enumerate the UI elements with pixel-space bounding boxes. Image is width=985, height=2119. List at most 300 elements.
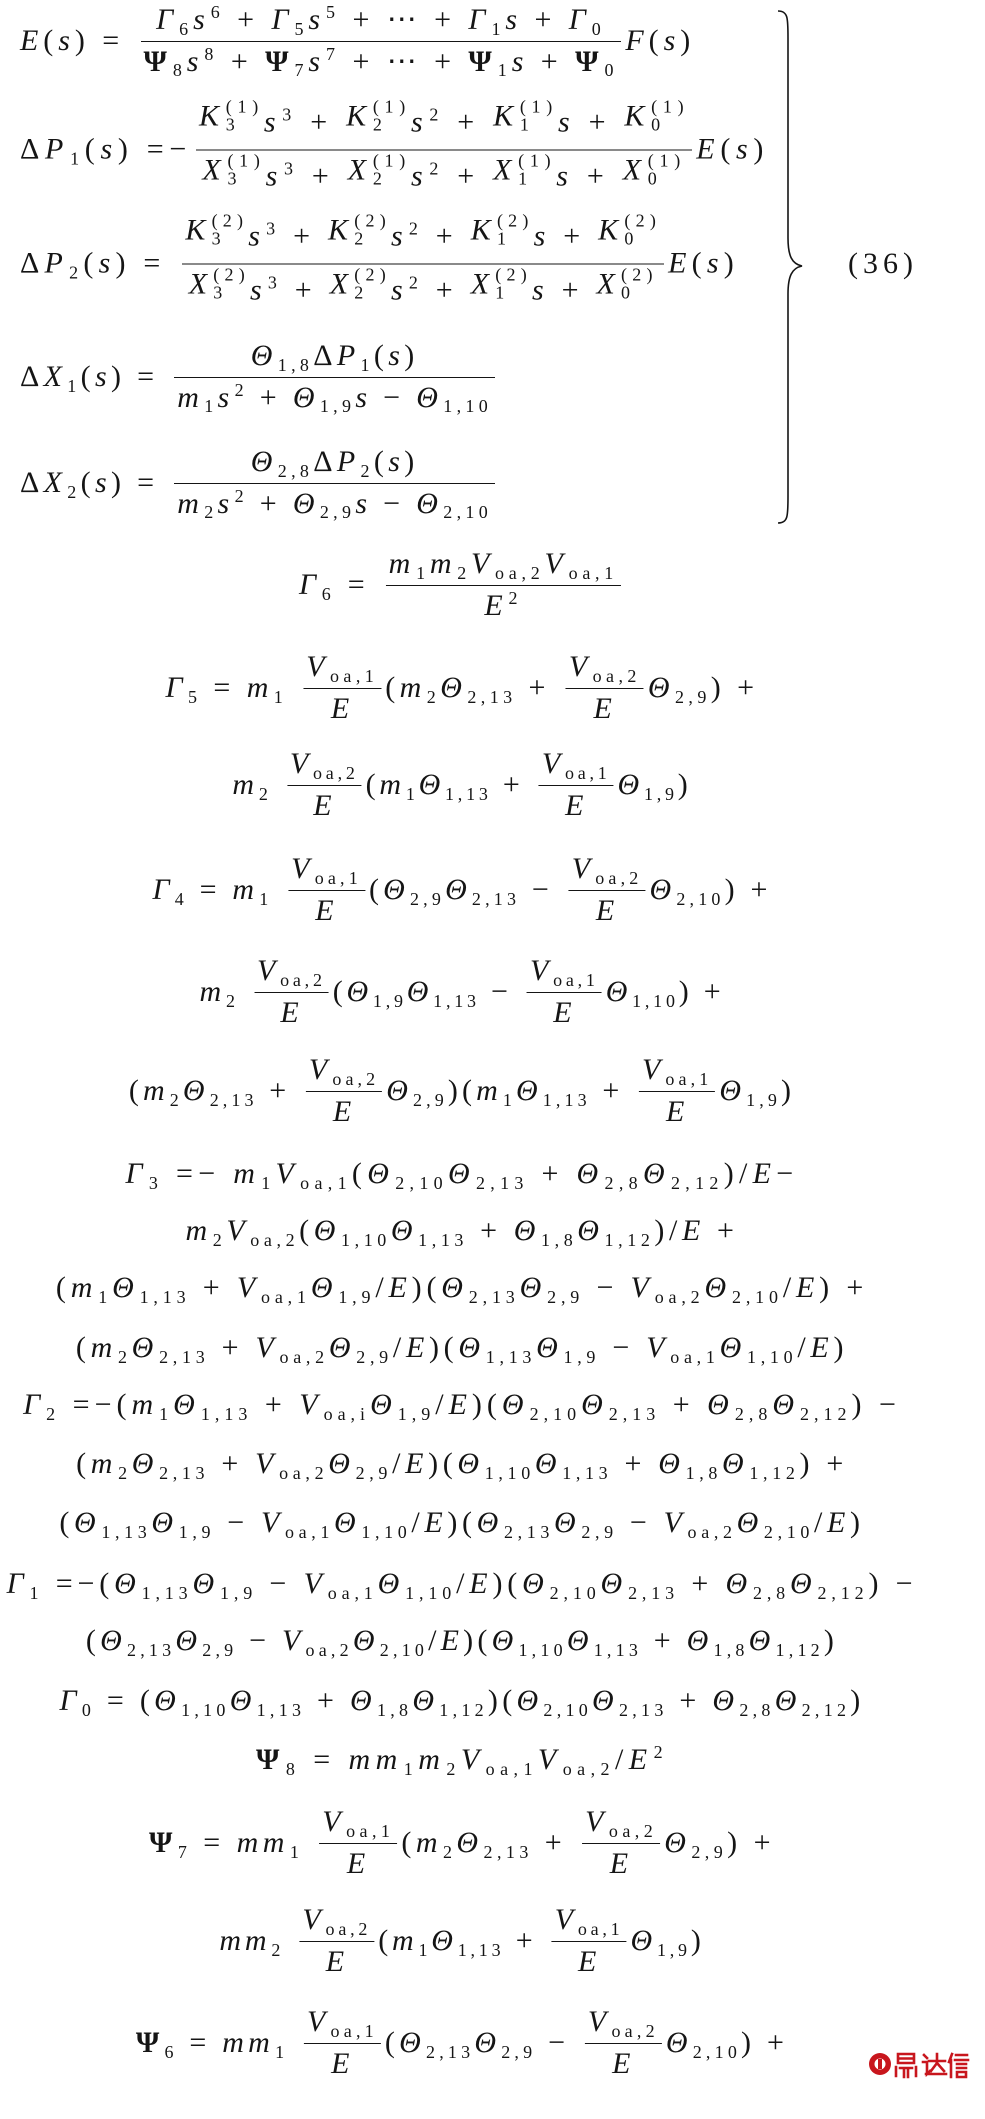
equation-line — [149, 1805, 775, 1881]
math-text: + — [667, 1683, 713, 1717]
math-text: )( — [411, 1270, 442, 1304]
math-symbol — [218, 381, 248, 416]
math-symbol — [449, 1388, 472, 1423]
fraction-numerator — [585, 2005, 662, 2043]
math-text: + — [297, 105, 347, 139]
symbol-base: Θ — [712, 1683, 739, 1717]
symbol-base: Θ — [554, 1505, 581, 1539]
symbol-base: K — [328, 213, 354, 247]
symbol-base: V — [281, 1623, 305, 1657]
subscript: 2,13 — [475, 1172, 529, 1193]
subscript: oa,2 — [654, 1286, 705, 1307]
fraction-numerator — [254, 954, 329, 992]
math-symbol — [199, 96, 264, 147]
subscript: 3 — [213, 282, 228, 303]
math-symbol — [430, 547, 471, 582]
superscript: 2 — [429, 104, 445, 125]
math-symbol — [329, 1331, 393, 1366]
math-symbol — [538, 1743, 615, 1778]
subscript: 1,10 — [361, 1521, 412, 1542]
subscript: oa,1 — [670, 1346, 720, 1367]
math-text: ) =− — [117, 132, 193, 166]
math-text: + — [528, 44, 576, 78]
math-symbol — [302, 1903, 371, 1938]
math-symbol — [388, 1271, 411, 1306]
math-symbol — [666, 2026, 741, 2061]
equation-line — [56, 1271, 868, 1306]
fraction-denominator — [174, 484, 495, 522]
equation-line — [256, 1743, 668, 1778]
math-symbol — [712, 1684, 774, 1719]
symbol-base: Θ — [630, 1923, 656, 1957]
fraction — [254, 954, 329, 1030]
symbol-base: s — [217, 380, 234, 414]
math-symbol — [505, 3, 522, 38]
subscript: 2,13 — [159, 1346, 210, 1367]
subscript: 4 — [174, 888, 188, 909]
symbol-base: E — [388, 1270, 412, 1304]
subscript: 2 — [69, 262, 84, 283]
symbol-base: Θ — [686, 1623, 713, 1657]
symbol-base: Γ — [298, 567, 321, 601]
equation-line — [59, 1506, 864, 1541]
subscript: oa,i — [323, 1403, 371, 1424]
symbol-base: Θ — [250, 339, 277, 372]
math-text: ( — [55, 1270, 71, 1304]
fraction-numerator — [299, 1903, 374, 1941]
subscript: 1,12 — [775, 1639, 824, 1660]
math-text: ( — [384, 2025, 400, 2059]
symbol-base: V — [257, 954, 280, 987]
math-text: ( — [373, 339, 389, 372]
subscript: 5 — [187, 686, 202, 707]
script-stack — [354, 266, 391, 302]
symbol-base: E — [484, 588, 508, 622]
symbol-base: s — [663, 23, 681, 57]
math-text: / — [435, 1387, 449, 1421]
math-symbol — [624, 96, 690, 147]
symbol-base: V — [641, 1053, 665, 1086]
math-symbol — [177, 487, 217, 522]
fraction-numerator — [303, 650, 381, 688]
symbol-base: V — [587, 2005, 611, 2038]
superscript: 3 — [266, 218, 281, 239]
math-text: + — [252, 1387, 300, 1421]
math-text: + — [550, 219, 599, 253]
symbol-base: E — [628, 1742, 653, 1776]
symbol-base: Θ — [346, 974, 372, 1008]
math-symbol — [132, 1331, 210, 1366]
math-symbol — [378, 1567, 456, 1602]
symbol-base: Θ — [74, 1505, 101, 1539]
math-text: ) + — [724, 872, 772, 906]
symbol-base: X — [622, 153, 647, 187]
math-symbol — [265, 45, 308, 80]
math-symbol — [601, 1567, 679, 1602]
math-symbol — [687, 1624, 749, 1659]
math-text: + — [190, 1270, 237, 1304]
subscript: 8 — [285, 1758, 301, 1779]
math-symbol — [631, 1271, 705, 1306]
math-symbol — [248, 2026, 288, 2061]
math-symbol — [347, 1847, 370, 1882]
math-symbol — [606, 975, 679, 1010]
math-text: / — [456, 1566, 470, 1600]
symbol-base: V — [470, 547, 495, 580]
math-symbol — [188, 264, 250, 315]
symbol-base: Θ — [649, 872, 676, 906]
symbol-base: s — [390, 219, 408, 253]
subscript: 2 — [117, 1346, 132, 1367]
math-symbol — [165, 671, 201, 706]
math-symbol — [610, 1847, 633, 1882]
math-text: ( — [80, 359, 95, 393]
superscript: 5 — [326, 2, 340, 23]
math-text: / — [392, 1446, 406, 1480]
subscript: 2,12 — [800, 1403, 852, 1424]
symbol-base: s — [193, 3, 210, 36]
fraction-denominator — [593, 891, 622, 929]
symbol-base: E — [796, 1270, 820, 1304]
script-stack — [373, 152, 411, 188]
math-text: ) — [849, 1505, 865, 1539]
math-symbol — [173, 1388, 252, 1423]
fraction — [539, 747, 614, 823]
math-symbol — [696, 133, 720, 168]
symbol-base: E — [313, 788, 336, 822]
math-text: − — [600, 1330, 647, 1364]
math-symbol — [91, 1447, 132, 1482]
math-symbol — [379, 768, 418, 803]
subscript: 2,13 — [483, 1841, 533, 1862]
symbol-base: V — [530, 954, 553, 987]
superscript: 2 — [234, 485, 248, 506]
subscript: oa,2 — [279, 1346, 329, 1367]
math-symbol — [347, 150, 411, 201]
math-text: / — [797, 1330, 811, 1364]
math-symbol — [569, 650, 641, 685]
math-symbol — [306, 650, 378, 685]
math-symbol — [271, 3, 308, 38]
superscript: 3 — [282, 104, 298, 125]
symbol-base: P — [45, 132, 70, 166]
symbol-base: Θ — [406, 974, 433, 1008]
math-symbol — [411, 106, 444, 141]
subscript: oa,2 — [611, 2020, 659, 2041]
symbol-base: V — [291, 852, 314, 885]
math-text: )/ — [654, 1213, 682, 1247]
symbol-base: Θ — [418, 767, 445, 801]
fraction-numerator — [319, 1805, 397, 1843]
fraction-denominator — [310, 786, 338, 824]
math-text: )/ — [723, 1156, 753, 1190]
math-symbol — [308, 45, 340, 80]
script-stack — [518, 152, 556, 188]
math-symbol — [431, 1924, 504, 1959]
subscript: 2,13 — [619, 1699, 668, 1720]
fraction-denominator — [174, 378, 495, 416]
symbol-base: Θ — [175, 1623, 202, 1657]
math-symbol — [469, 1567, 492, 1602]
subscript: 1,13 — [256, 1699, 306, 1720]
math-symbol — [666, 1095, 688, 1130]
symbol-base: Θ — [736, 1505, 763, 1539]
math-symbol — [58, 24, 75, 59]
symbol-base: m — [90, 1446, 118, 1480]
math-symbol — [796, 1271, 819, 1306]
math-symbol — [326, 1945, 348, 1980]
math-symbol — [219, 1924, 244, 1959]
fraction — [304, 2005, 381, 2081]
math-symbol — [775, 1684, 851, 1719]
symbol-base: s — [308, 3, 326, 36]
math-symbol — [186, 1214, 227, 1249]
math-symbol — [412, 1684, 488, 1719]
symbol-base: V — [226, 1213, 250, 1247]
math-text: + — [678, 1566, 726, 1600]
symbol-base: X — [202, 153, 227, 187]
subscript: 6 — [321, 583, 336, 604]
math-symbol — [567, 1624, 642, 1659]
subscript: 2,9 — [319, 502, 356, 523]
math-text: + — [444, 159, 494, 193]
subscript: 1,9 — [563, 1346, 601, 1367]
math-text: Δ — [313, 445, 337, 478]
math-symbol — [474, 2026, 536, 2061]
math-symbol — [598, 210, 662, 261]
symbol-base: V — [307, 2005, 330, 2038]
symbol-base: Γ — [125, 1156, 148, 1190]
symbol-base: P — [44, 246, 69, 280]
symbol-base: V — [541, 747, 564, 780]
subscript: 2 — [426, 686, 441, 707]
subscript: 2,9 — [355, 1462, 393, 1483]
math-symbol — [448, 1157, 529, 1192]
symbol-base: X — [470, 267, 495, 301]
superscript: (2) — [211, 210, 249, 231]
subscript: 1 — [495, 282, 510, 303]
symbol-base: K — [470, 213, 496, 247]
math-symbol — [588, 2005, 659, 2040]
superscript: (2) — [624, 210, 662, 231]
math-symbol — [389, 547, 430, 582]
symbol-base: E — [405, 1330, 429, 1364]
subscript: 2,13 — [159, 1462, 210, 1483]
subscript: 2,12 — [817, 1582, 869, 1603]
subscript: 2,8 — [604, 1172, 643, 1193]
symbol-base: E — [424, 1505, 448, 1539]
math-symbol — [337, 445, 374, 480]
math-symbol — [470, 264, 532, 315]
math-symbol — [280, 996, 302, 1031]
math-symbol — [293, 487, 356, 522]
symbol-base: K — [598, 213, 624, 247]
math-text: / — [392, 1330, 406, 1364]
math-symbol — [132, 1447, 209, 1482]
symbol-base: s — [736, 132, 754, 166]
symbol-base: V — [322, 1805, 346, 1838]
math-text: − — [536, 2025, 581, 2059]
symbol-base: m — [388, 547, 416, 580]
symbol-base: E — [315, 893, 338, 927]
subscript: 2,13 — [468, 1286, 520, 1307]
symbol-base: s — [94, 465, 111, 499]
math-symbol — [355, 381, 371, 416]
symbol-base: Θ — [447, 1156, 475, 1190]
math-symbol — [737, 1506, 814, 1541]
subscript: 1,10 — [341, 1229, 391, 1250]
symbol-base: Θ — [154, 1683, 181, 1717]
equation-line — [186, 1214, 739, 1249]
symbol-base: E — [346, 1846, 370, 1880]
subscript: 0 — [651, 114, 666, 135]
subscript: 1,10 — [632, 990, 679, 1011]
math-symbol — [71, 1271, 112, 1306]
subscript: 1 — [98, 1286, 113, 1307]
math-symbol — [311, 1271, 376, 1306]
subscript: 0 — [624, 228, 639, 249]
math-symbol — [542, 747, 611, 782]
subscript: 1 — [29, 1582, 44, 1603]
symbol-base: m — [262, 1825, 289, 1859]
math-symbol — [596, 264, 658, 315]
subscript: 1,9 — [656, 1939, 691, 1960]
math-symbol — [290, 747, 359, 782]
math-symbol — [705, 1271, 783, 1306]
math-symbol — [664, 1826, 727, 1861]
superscript: 2 — [508, 587, 523, 608]
math-symbol — [707, 247, 724, 282]
subscript: 1 — [273, 686, 288, 707]
math-symbol — [95, 360, 111, 395]
symbol-base: E — [469, 1566, 493, 1600]
superscript: (2) — [495, 264, 532, 285]
subscript: 6 — [164, 2041, 178, 2062]
equation-line — [152, 852, 771, 928]
subscript: 1,13 — [593, 1639, 643, 1660]
subscript: 1,8 — [377, 1699, 413, 1720]
subscript: 1,10 — [443, 396, 493, 417]
symbol-base: E — [332, 1094, 356, 1128]
math-symbol — [222, 2026, 248, 2061]
symbol-base: Θ — [491, 1623, 518, 1657]
subscript: 1,9 — [746, 1089, 781, 1110]
equation-line — [200, 954, 725, 1030]
symbol-base: Θ — [445, 872, 471, 906]
subscript: 2 — [372, 114, 388, 135]
math-symbol — [585, 1805, 657, 1840]
math-text: )( — [471, 1387, 502, 1421]
math-text — [284, 1924, 295, 1959]
symbol-base: Θ — [431, 1923, 457, 1957]
math-symbol — [346, 975, 406, 1010]
math-symbol — [545, 547, 619, 582]
symbol-base: Θ — [513, 1213, 541, 1247]
math-symbol — [642, 1053, 712, 1088]
subscript: 2,12 — [801, 1699, 851, 1720]
math-symbol — [388, 339, 404, 374]
script-stack — [497, 212, 534, 248]
math-symbol — [461, 1743, 538, 1778]
symbol-base: Θ — [647, 670, 674, 704]
math-symbol — [328, 1447, 392, 1482]
symbol-base: m — [185, 1213, 212, 1247]
symbol-base: Θ — [151, 1505, 178, 1539]
math-symbol — [411, 160, 444, 195]
symbol-base: Γ — [6, 1566, 29, 1600]
math-text: + — [612, 1446, 659, 1480]
math-text: Δ — [20, 246, 45, 280]
equation-line — [232, 747, 691, 823]
math-text: + — [282, 273, 330, 307]
math-symbol — [492, 1624, 567, 1659]
symbol-base: m — [233, 1156, 261, 1190]
subscript: 2 — [372, 168, 388, 189]
subscript: 1,9 — [397, 1403, 436, 1424]
symbol-base: Ψ — [149, 1825, 177, 1859]
math-symbol — [575, 45, 618, 80]
math-symbol — [646, 1331, 719, 1366]
math-symbol — [520, 1271, 585, 1306]
math-symbol — [664, 1506, 737, 1541]
subscript: 2,9 — [501, 2041, 537, 2062]
math-text: ) + — [819, 1270, 869, 1304]
subscript: 1 — [259, 888, 273, 909]
math-text: ) = — [110, 465, 171, 499]
math-symbol — [565, 789, 587, 824]
math-symbol — [367, 1157, 448, 1192]
math-symbol — [753, 1157, 777, 1192]
subscript: 2,13 — [467, 686, 517, 707]
math-symbol — [100, 133, 117, 168]
math-symbol — [44, 466, 81, 501]
superscript: 7 — [326, 43, 340, 64]
symbol-base: Θ — [229, 1683, 256, 1717]
fraction — [566, 650, 644, 726]
subscript: 2 — [360, 460, 374, 481]
subscript: 2,13 — [209, 1089, 258, 1110]
math-text: + — [528, 1156, 577, 1190]
symbol-base: Γ — [23, 1387, 46, 1421]
symbol-base: Θ — [383, 872, 409, 906]
math-text: / — [782, 1270, 797, 1304]
symbol-base: Θ — [131, 1446, 159, 1480]
math-symbol — [386, 1074, 448, 1109]
symbol-base: Γ — [271, 3, 294, 36]
subscript: 1 — [518, 168, 533, 189]
fraction-numerator — [196, 96, 692, 150]
symbol-base: Θ — [352, 1623, 379, 1657]
symbol-base: K — [493, 99, 519, 133]
superscript: (1) — [372, 96, 411, 117]
math-text: )( — [447, 1073, 477, 1107]
math-text: ) − — [868, 1566, 918, 1600]
math-symbol — [720, 1331, 798, 1366]
system-equation-row — [20, 96, 770, 201]
fraction-numerator — [552, 1903, 627, 1941]
math-text: + — [660, 1387, 708, 1421]
math-text: + — [247, 380, 293, 414]
math-symbol — [477, 1506, 554, 1541]
math-symbol — [772, 1388, 851, 1423]
symbol-base: E — [826, 1505, 850, 1539]
symbol-base: Θ — [536, 1330, 563, 1364]
symbol-base: m — [222, 2025, 249, 2059]
symbol-base: Θ — [501, 1387, 529, 1421]
subscript: 1 — [418, 1939, 432, 1960]
symbol-base: X — [329, 267, 354, 301]
math-text: ( — [128, 1073, 144, 1107]
